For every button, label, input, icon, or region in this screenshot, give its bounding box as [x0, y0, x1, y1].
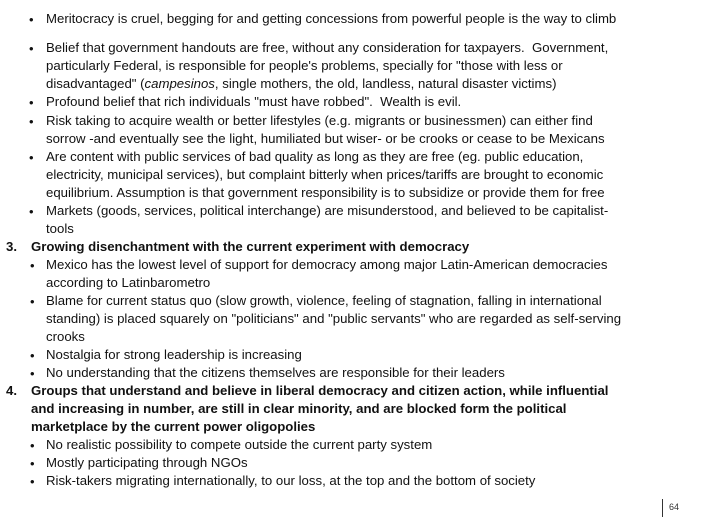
bullet-icon: • [30, 456, 35, 471]
section-heading: and increasing in number, are still in clear minority, and are blocked form the political [31, 401, 567, 416]
section-number: 3. [6, 239, 17, 254]
section-heading: Groups that understand and believe in liberal democracy and citizen action, while influential [31, 383, 609, 398]
text-line: sorrow -and eventually see the light, humiliated but wiser- or be crooks or cease to be Mexicans [46, 131, 605, 146]
bullet-icon: • [30, 348, 35, 363]
text-line [46, 75, 556, 93]
bullet-icon: • [30, 294, 35, 309]
bullet-icon: • [29, 12, 34, 27]
bullet-icon: • [29, 150, 34, 165]
text-line: No understanding that the citizens themselves are responsible for their leaders [46, 365, 505, 380]
section-heading: marketplace by the current power oligopolies [31, 419, 316, 434]
text-line: Profound belief that rich individuals "must have robbed". Wealth is evil. [46, 94, 462, 109]
bullet-icon: • [30, 366, 35, 381]
bullet-icon: • [29, 114, 34, 129]
emphasis-campesinos: campesinos [144, 76, 215, 91]
text-line: Mexico has the lowest level of support for democracy among major Latin-American democracies [46, 257, 608, 272]
text-line: standing) is placed squarely on "politicians" and "public servants" who are regarded as self-serving [46, 311, 622, 326]
text-line: Meritocracy is cruel, begging for and getting concessions from powerful people is the way to climb [46, 11, 617, 26]
text-line: Mostly participating through NGOs [46, 455, 248, 470]
text-line: tools [46, 221, 74, 236]
bullet-icon: • [30, 258, 35, 273]
text-line: Blame for current status quo (slow growth, violence, feeling of stagnation, falling in international [46, 293, 602, 308]
bullet-icon: • [29, 204, 34, 219]
text-line: Markets (goods, services, political interchange) are misunderstood, and believed to be capitalist- [46, 203, 609, 218]
text-line: No realistic possibility to compete outside the current party system [46, 437, 433, 452]
text-line: Risk-takers migrating internationally, to our loss, at the top and the bottom of society [46, 473, 536, 488]
section-heading: Growing disenchantment with the current experiment with democracy [31, 239, 470, 254]
bullet-icon: • [30, 474, 35, 489]
text-line: according to Latinbarometro [46, 275, 211, 290]
footer-divider [662, 499, 663, 517]
text-line: particularly Federal, is responsible for people's problems, specially for "those with less or [46, 58, 563, 73]
page-number: 64 [669, 502, 680, 512]
text-line: Nostalgia for strong leadership is increasing [46, 347, 302, 362]
text-line: electricity, municipal services), but complaint bitterly when prices/tariffs are brought to economic [46, 167, 604, 182]
text-fragment: disadvantaged" ( [46, 76, 145, 91]
text-line: crooks [46, 329, 85, 344]
text-line: Risk taking to acquire wealth or better lifestyles (e.g. migrants or businessmen) can either find [46, 113, 593, 128]
section-number: 4. [6, 383, 17, 398]
text-line: equilibrium. Assumption is that government responsibility is to subsidize or provide them for free [46, 185, 605, 200]
bullet-icon: • [29, 95, 34, 110]
text-line: Are content with public services of bad quality as long as they are free (eg. public education, [46, 149, 584, 164]
bullet-icon: • [30, 438, 35, 453]
text-line: Belief that government handouts are free, without any consideration for taxpayers. Government, [46, 40, 609, 55]
bullet-icon: • [29, 41, 34, 56]
text-fragment: , single mothers, the old, landless, natural disaster victims) [214, 76, 557, 91]
